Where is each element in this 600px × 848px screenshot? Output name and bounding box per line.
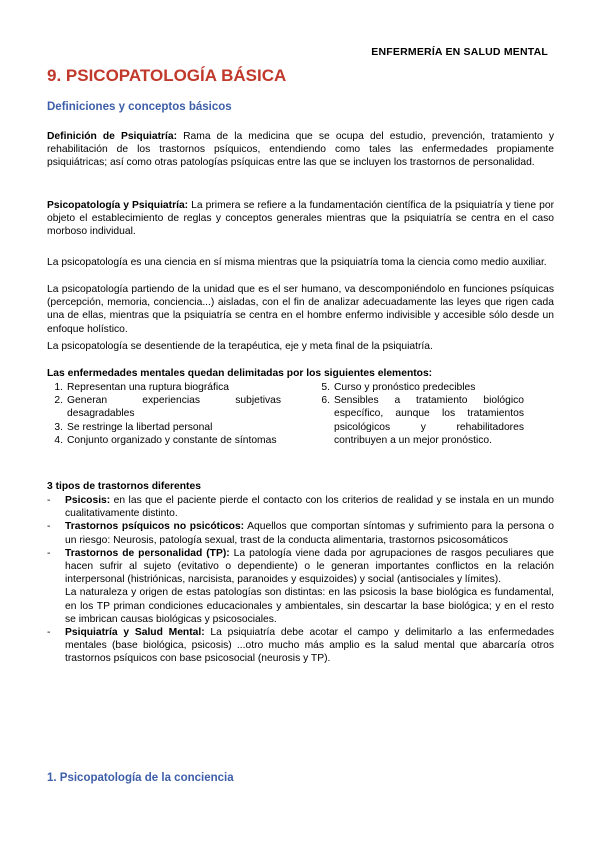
definition-psicopatologia: [47, 199, 554, 239]
list-item: 2. Generan experiencias subjetivas desagradables: [54, 395, 281, 420]
tipos-list: [47, 494, 554, 666]
list-item-note: La naturaleza y origen de estas patologías son distintas: en las psicosis la base biológica es fundamental, en los TP priman condiciones educacionales y ambientales, sin descartar la base biológica; y en el resto se imbrican causas biológicas y psicosociales.: [65, 587, 554, 625]
paragraph-terapeutica: La psicopatología se desentiende de la terapéutica, eje y meta final de la psiquiatría.: [47, 341, 433, 352]
list-item: - Trastornos de personalidad (TP): La patología viene dada por agrupaciones de rasgos peculiares que hacen sufrir al sujeto (evitativo o dependiente) o le generan importantes conflictos en la relación interpersonal (histriónicas, narcisista, paranoides y esquizoides) y social (antisociales y límites).: [47, 547, 555, 586]
running-header: ENFERMERÍA EN SALUD MENTAL: [371, 46, 548, 58]
list-item: 1. Representan una ruptura biográfica: [54, 382, 229, 393]
definition-text: La primera se refiere a la fundamentación científica de la psiquiatría y tiene por objeto el establecimiento de reglas y conceptos generales mientras que la psiquiatría se centra en el caso morboso individual.: [47, 200, 554, 238]
paragraph-unidad: La psicopatología partiendo de la unidad que es el ser humano, va descomponiéndolo en funciones psíquicas (percepción, memoria, conciencia...) aisladas, con el fin de analizar adecuadamente las leyes que rigen cada una de ellas, mientras que la psiquiatría se centra en el hombre enfermo indivisible y accesible sólo desde un enfoque holístico.: [47, 284, 554, 335]
elements-list-right: [314, 381, 524, 447]
paragraph-ciencia: La psicopatología es una ciencia en sí misma mientras que la psiquiatría toma la ciencia como medio auxiliar.: [47, 257, 547, 268]
definition-psiquiatria: [47, 130, 554, 170]
list-item: 3. Se restringe la libertad personal: [54, 421, 213, 433]
elements-list-left: [47, 381, 281, 447]
chapter-title: 9. PSICOPATOLOGÍA BÁSICA: [47, 66, 287, 85]
definition-term: Psicopatología y Psiquiatría:: [47, 200, 189, 211]
list-item: 6. Sensibles a tratamiento biológico específico, aunque los tratamientos psicológicos y rehabilitadores contribuyen a un mejor pronóstico.: [321, 395, 524, 446]
elements-heading: Las enfermedades mentales quedan delimitadas por los siguientes elementos:: [47, 368, 433, 379]
list-item: - Psicosis: en las que el paciente pierde el contacto con los criterios de realidad y se instala en un mundo cualitativamente distinto.: [47, 495, 554, 520]
list-item: 4. Conjunto organizado y constante de síntomas: [54, 434, 277, 446]
list-item: 5. Curso y pronóstico predecibles: [321, 382, 476, 393]
list-item: - Psiquiatría y Salud Mental: La psiquiatría debe acotar el campo y delimitarlo a las enfermedades mentales (base biológica, psicosis) ...otro mucho más amplio es la salud mental que abarcaría otros trastornos psíquicos con base psicosocial (neurosis y TP).: [47, 627, 554, 665]
definition-term: Definición de Psiquiatría:: [47, 131, 178, 142]
section-heading: 1. Psicopatología de la conciencia: [47, 772, 234, 784]
list-item: - Trastornos psíquicos no psicóticos: Aquellos que comportan síntomas y sufrimiento para la persona o un riesgo: Neurosis, patología sexual, trast de la conducta alimentaria, trastornos psicosomáticos: [47, 521, 554, 546]
definition-text: Rama de la medicina que se ocupa del estudio, prevención, tratamiento y rehabilitación de los trastornos psíquicos, entendiendo como tales las enfermedades propiamente psiquiátricas; así como otras patologías psíquicas entre las que se incluyen los trastornos de personalidad.: [47, 131, 554, 169]
tipos-heading: 3 tipos de trastornos diferentes: [47, 481, 201, 492]
section-subtitle: Definiciones y conceptos básicos: [47, 101, 232, 113]
